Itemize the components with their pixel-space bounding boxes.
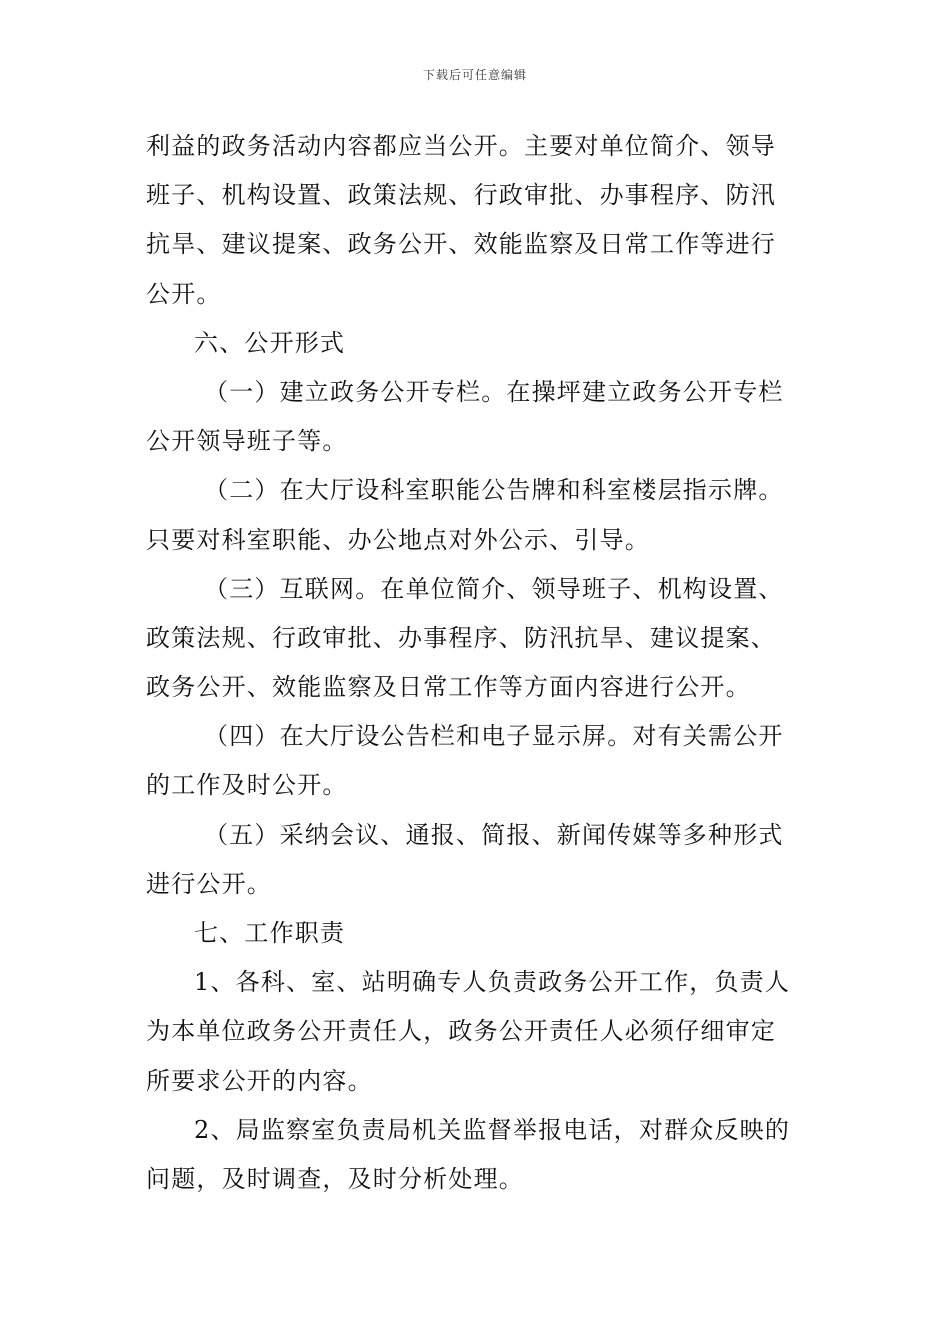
text-line: 政务公开、效能监察及日常工作等方面内容进行公开。 (146, 673, 751, 702)
text-line: （二）在大厅设科室职能公告牌和科室楼层指示牌。 (204, 476, 784, 505)
text-line: 问题，及时调查，及时分析处理。 (146, 1164, 524, 1193)
text-line: 的工作及时公开。 (146, 771, 348, 800)
text-line: （五）采纳会议、通报、简报、新闻传媒等多种形式 (204, 820, 784, 849)
text-line: 为本单位政务公开责任人，政务公开责任人必须仔细审定 (146, 1017, 776, 1046)
text-line: 公开领导班子等。 (146, 427, 348, 456)
text-line: （一）建立政务公开专栏。在操坪建立政务公开专栏 (204, 377, 784, 406)
page-header: 下载后可任意编辑 (422, 68, 527, 82)
text-line: （三）互联网。在单位简介、领导班子、机构设置、 (204, 574, 784, 603)
text-line: 政策法规、行政审批、办事程序、防汛抗旱、建议提案、 (146, 623, 776, 652)
text-line: 所要求公开的内容。 (146, 1066, 373, 1095)
text-line: 1、各科、室、站明确专人负责政务公开工作，负责人 (194, 968, 791, 997)
text-line: 七、工作职责 (194, 919, 346, 947)
text-line: 公开。 (146, 279, 222, 308)
text-line: 只要对科室职能、办公地点对外公示、引导。 (146, 525, 650, 554)
text-line: （四）在大厅设公告栏和电子显示屏。对有关需公开 (204, 722, 784, 751)
text-line: 抗旱、建议提案、政务公开、效能监察及日常工作等进行 (146, 230, 776, 259)
text-line: 2、局监察室负责局机关监督举报电话，对群众反映的 (194, 1115, 791, 1144)
text-line: 进行公开。 (146, 869, 272, 898)
text-line: 六、公开形式 (194, 328, 346, 357)
text-line: 利益的政务活动内容都应当公开。主要对单位简介、领导 (146, 132, 776, 160)
text-line: 班子、机构设置、政策法规、行政审批、办事程序、防汛 (146, 181, 776, 210)
document-body (146, 122, 811, 1204)
